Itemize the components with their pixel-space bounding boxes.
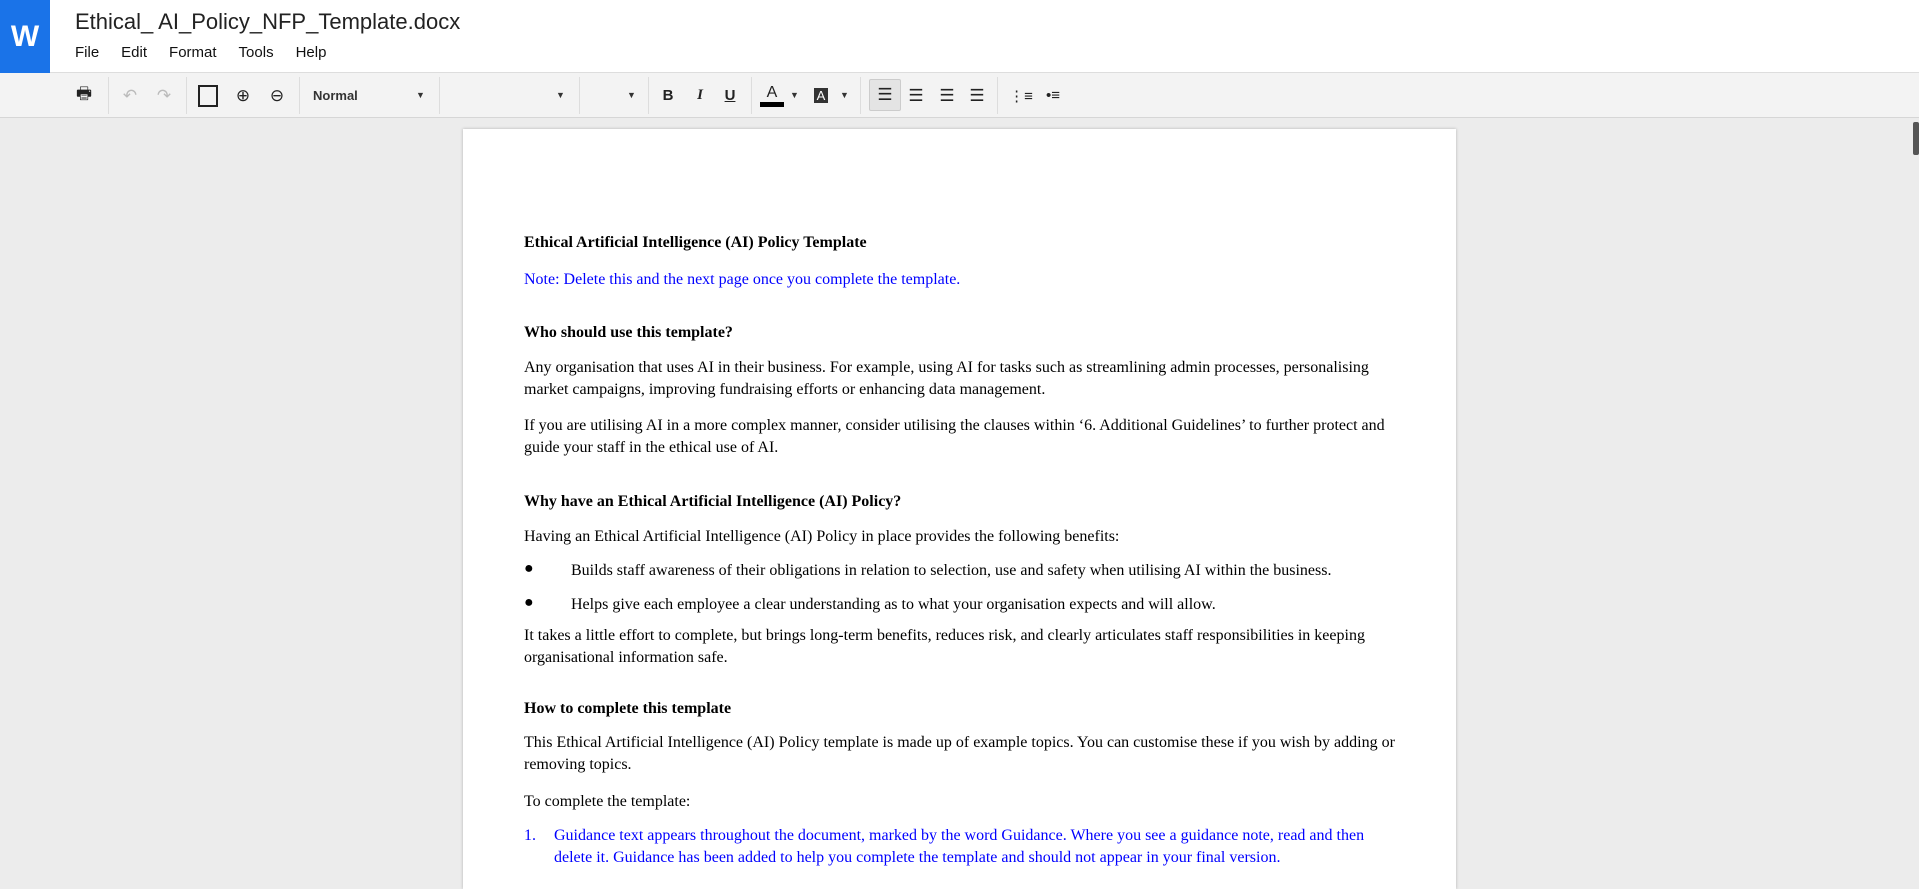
heading-why: Why have an Ethical Artificial Intelligence (AI) Policy? [524,493,902,510]
bullet-icon: ● [524,560,534,577]
align-left-button[interactable]: ☰ [869,79,901,111]
zoom-in-icon[interactable]: ⊕ [235,85,251,105]
doc-note: Note: Delete this and the next page once you complete the template. [524,271,961,288]
zoom-out-icon[interactable]: ⊖ [269,85,285,105]
heading-how: How to complete this template [524,700,732,717]
undo-icon[interactable]: ↶ [122,85,138,105]
italic-button[interactable]: I [697,87,703,103]
paragraph: This Ethical Artificial Intelligence (AI) Policy template is made up of example topics. You can customise these if you wish by adding or removing topics. [524,734,1395,773]
document-page[interactable] [463,129,1456,889]
menu-format[interactable]: Format [169,44,217,61]
text-color-swatch [760,102,784,107]
highlight-button[interactable]: A [810,73,832,118]
style-dropdown[interactable]: Normal [313,88,358,103]
menu-help[interactable]: Help [295,44,327,61]
heading-who: Who should use this template? [524,324,733,341]
paragraph: Having an Ethical Artificial Intelligence (AI) Policy in place provides the following benefits: [524,528,1120,545]
numbered-list-icon[interactable]: ⋮≡ [1009,87,1033,105]
paragraph: It takes a little effort to complete, but brings long-term benefits, reduces risk, and clearly articulates staff responsibilities in keeping organisational information safe. [524,627,1365,666]
toolbar [0,73,1919,118]
doc-title: Ethical Artificial Intelligence (AI) Policy Template [524,234,867,251]
chevron-down-icon[interactable]: ▼ [416,90,425,100]
paragraph: If you are utilising AI in a more complex manner, consider utilising the clauses within ‘6. Additional Guidelines’ to further protect and guide your staff in the ethical use of AI. [524,417,1385,456]
chevron-down-icon[interactable]: ▼ [840,90,849,100]
bold-button[interactable]: B [662,87,674,104]
paragraph: To complete the template: [524,793,691,810]
underline-button[interactable]: U [724,87,736,104]
justify-button[interactable]: ☰ [969,85,985,105]
list-item: Builds staff awareness of their obligations in relation to selection, use and safety when utilising AI within the business. [571,562,1332,579]
list-item: Guidance text appears throughout the document, marked by the word Guidance. Where you see a guidance note, read and then delete it. Guidance has been added to help you complete the template and should not appear in your final version. [554,827,1365,866]
font-dropdown[interactable] [450,73,570,118]
print-icon[interactable]: 🖶 [75,84,93,103]
align-center-button[interactable]: ☰ [908,85,924,105]
chevron-down-icon[interactable]: ▼ [790,90,799,100]
font-size-dropdown[interactable] [590,73,630,118]
scrollbar-thumb[interactable] [1913,122,1919,155]
menu-edit[interactable]: Edit [121,44,148,61]
menu-tools[interactable]: Tools [238,44,274,61]
chevron-down-icon[interactable]: ▼ [627,90,636,100]
app-logo: W [0,0,50,73]
text-color-button[interactable]: A [760,73,784,118]
chevron-down-icon[interactable]: ▼ [556,90,565,100]
menu-bar [75,44,348,61]
paragraph: Any organisation that uses AI in their business. For example, using AI for tasks such as streamlining admin processes, personalising market campaigns, improving fundraising efforts or enhancing data management. [524,359,1369,398]
page-fit-icon[interactable] [195,73,221,118]
list-number: 1. [524,827,536,844]
document-title[interactable]: Ethical_ AI_Policy_NFP_Template.docx [75,9,461,34]
bulleted-list-icon[interactable]: •≡ [1045,87,1060,104]
align-right-button[interactable]: ☰ [939,85,955,105]
redo-icon[interactable]: ↷ [156,85,172,105]
app-header [0,0,1919,73]
list-item: Helps give each employee a clear understanding as to what your organisation expects and will allow. [571,596,1216,613]
bullet-icon: ● [524,594,534,611]
menu-file[interactable]: File [75,44,100,61]
